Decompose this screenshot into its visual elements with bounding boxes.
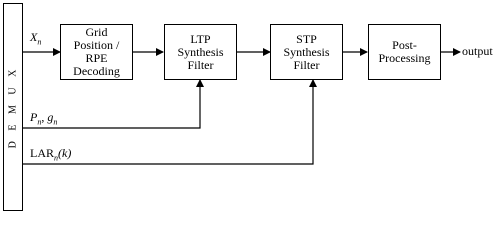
stp-synthesis-filter-block [270, 24, 343, 80]
signal-pn-symbol: P [30, 110, 38, 124]
signal-gn-symbol: g [47, 110, 54, 124]
demux-block [3, 3, 23, 211]
signal-lar-subscript: n [54, 153, 58, 163]
stp-block-label: STP Synthesis Filter [283, 31, 330, 72]
signal-pn-gn-label [30, 110, 57, 126]
post-block-label: Post- Processing [378, 38, 431, 65]
output-label: output [462, 44, 493, 58]
signal-xn-symbol: X [30, 30, 38, 44]
signal-gn-subscript: n [53, 117, 58, 127]
post-processing-block [368, 24, 441, 80]
signal-lar-argument: (k) [58, 146, 72, 160]
ltp-synthesis-filter-block [164, 24, 237, 80]
signal-xn-label [30, 30, 41, 46]
grid-position-rpe-decoding-block [60, 24, 133, 80]
signal-xn-subscript: n [37, 37, 42, 47]
demux-label: D E M U X [7, 65, 19, 149]
signal-pn-separator: , [41, 110, 48, 124]
signal-lar-symbol: LAR [30, 146, 54, 160]
signal-pn-subscript: n [37, 117, 42, 127]
grid-block-label: Grid Position / RPE Decoding [73, 25, 120, 78]
signal-lar-label [30, 146, 71, 162]
ltp-block-label: LTP Synthesis Filter [177, 31, 224, 72]
